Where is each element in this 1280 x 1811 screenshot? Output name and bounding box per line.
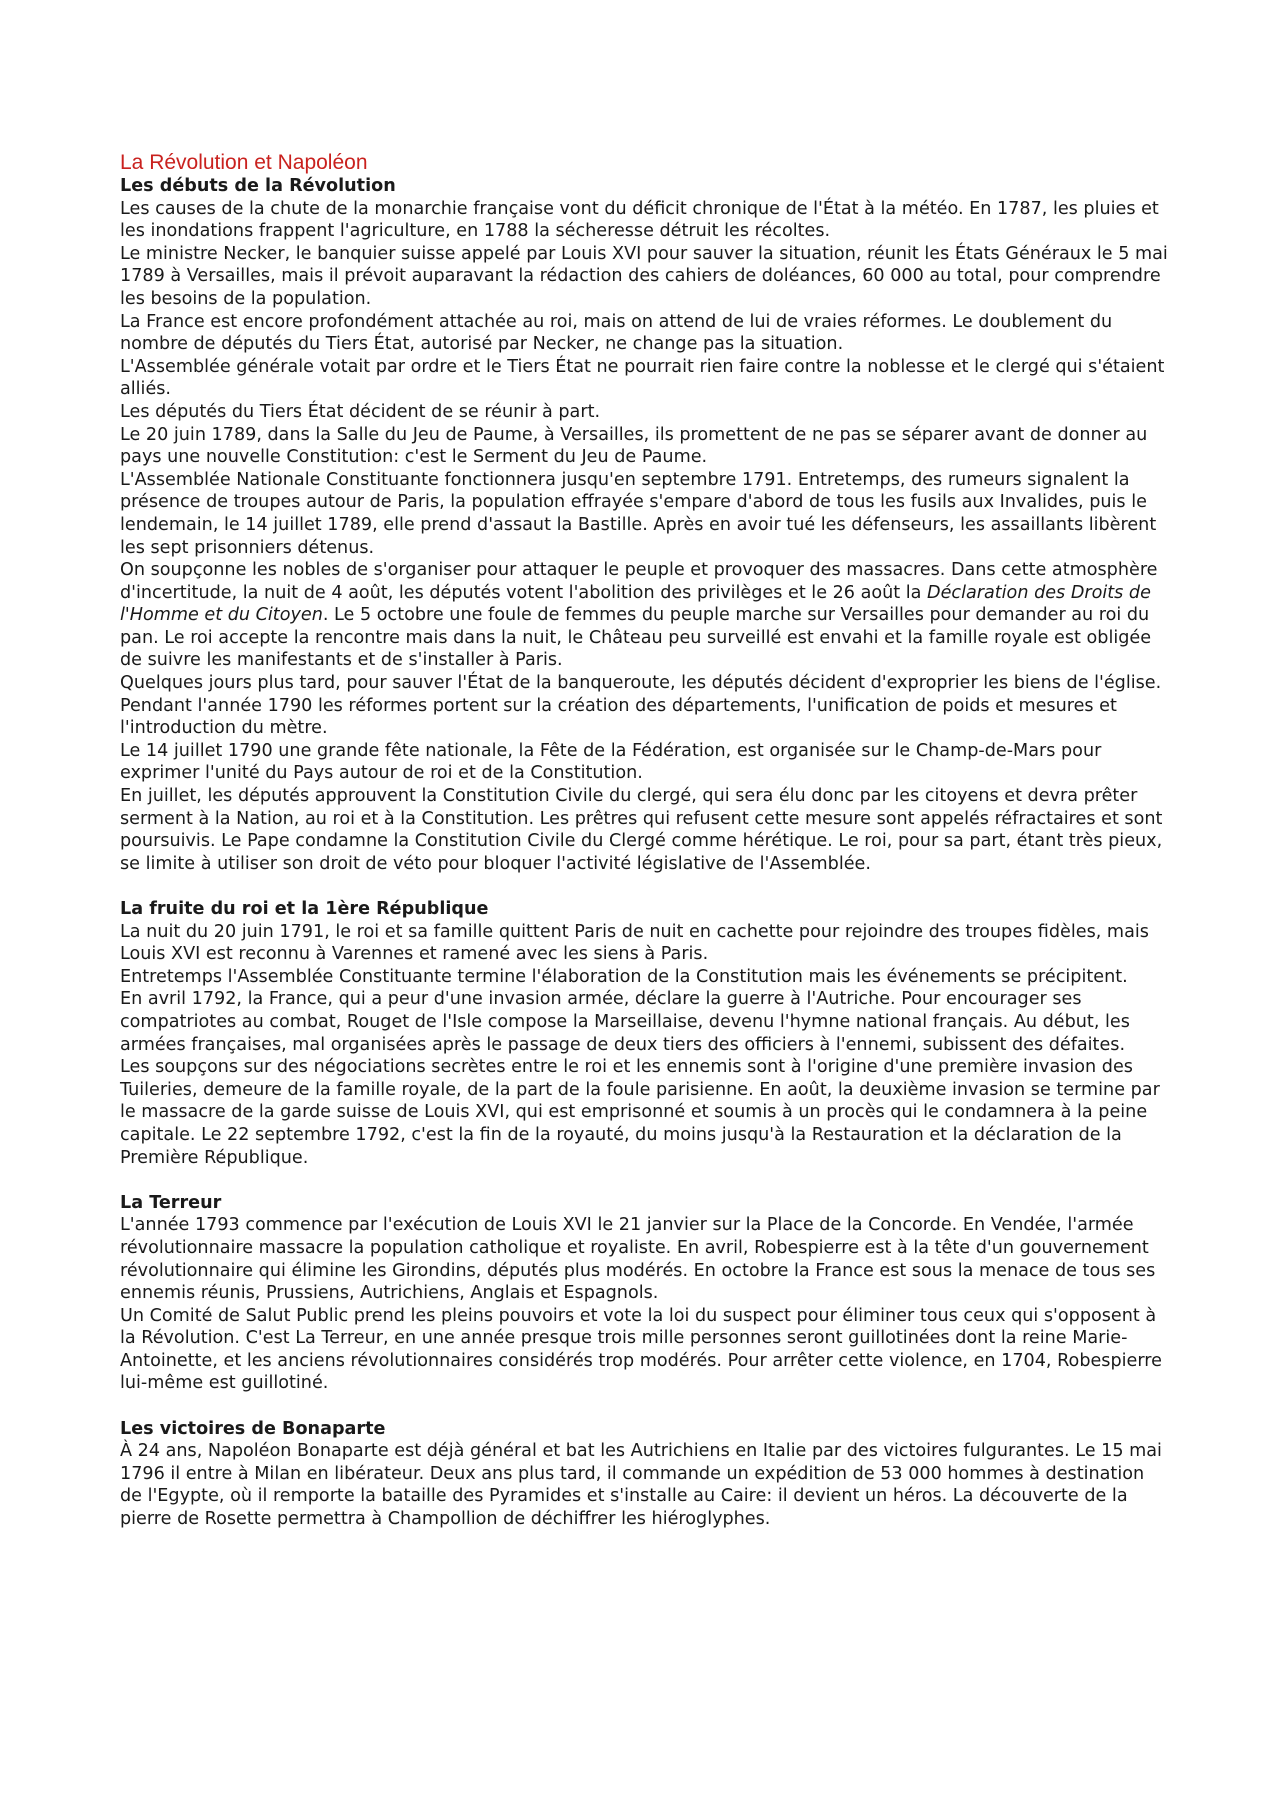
paragraph: La nuit du 20 juin 1791, le roi et sa famille quittent Paris de nuit en cachette pour rejoindre des troupes fidèles, mais Louis XVI est reconnu à Varennes et ramené avec les siens à Paris.: [120, 921, 1149, 965]
paragraph: Le 14 juillet 1790 une grande fête nationale, la Fête de la Fédération, est organisée sur le Champ-de-Mars pour exprimer l'unité du Pays autour de roi et de la Constitution.: [120, 740, 1102, 784]
paragraph: Les députés du Tiers État décident de se réunir à part.: [120, 401, 601, 422]
paragraph: La France est encore profondément attachée au roi, mais on attend de lui de vraies réformes. Le doublement du nombre de députés du Tiers État, autorisé par Necker, ne change pas la situation.: [120, 311, 1113, 355]
section-debuts: [120, 175, 1170, 875]
paragraph: Les causes de la chute de la monarchie française vont du déficit chronique de l'État à la météo. En 1787, les pluies et les inondations frappent l'agriculture, en 1788 la sécheresse détruit les récoltes.: [120, 198, 1159, 242]
section-spacer: [120, 1395, 1170, 1418]
paragraph: Entretemps l'Assemblée Constituante termine l'élaboration de la Constitution mais les événements se précipitent.: [120, 966, 1128, 987]
text-run: . Le 5 octobre une foule de femmes du peuple marche sur Versailles pour demander au roi du pan. Le roi accepte la rencontre mais dans la nuit, le Château peu surveillé est envahi et la famille royale est obligée de suivre les manifestants et de s'installer à Paris.: [120, 605, 1152, 671]
paragraph: En juillet, les députés approuvent la Constitution Civile du clergé, qui sera élu donc par les citoyens et devra prêter serment à la Nation, au roi et à la Constitution. Les prêtres qui refusent cette mesure sont appelés réfractaires et sont poursuivis. Le Pape condamne la Constitution Civile du Clergé comme hérétique. Le roi, pour sa part, étant très pieux, se limite à utiliser son droit de véto pour bloquer l'activité législative de l'Assemblée.: [120, 786, 1163, 874]
section-heading: La Terreur: [120, 1192, 222, 1213]
text-run: On soupçonne les nobles de s'organiser pour attaquer le peuple et provoquer des massacres. Dans cette atmosphère d'incertitude, la nuit de 4 août, les députés votent l'abolition des privilèges et le 26 août la: [120, 560, 1158, 603]
paragraph: Les soupçons sur des négociations secrètes entre le roi et les ennemis sont à l'origine d'une première invasion des Tuileries, demeure de la famille royale, de la part de la foule parisienne. En août, la deuxième invasion se termine par le massacre de la garde suisse de Louis XVI, qui est emprisonné et soumis à un procès qui le condamnera à la peine capitale. Le 22 septembre 1792, c'est la fin de la royauté, du moins jusqu'à la Restauration et la déclaration de la Première République.: [120, 1057, 1160, 1168]
paragraph: L'année 1793 commence par l'exécution de Louis XVI le 21 janvier sur la Place de la Concorde. En Vendée, l'armée révolutionnaire massacre la population catholique et royaliste. En avril, Robespierre est à la tête d'un gouvernement révolutionnaire qui élimine les Girondins, députés plus modérés. En octobre la France est sous la menace de tous ses ennemis réunis, Prussiens, Autrichiens, Anglais et Espagnols.: [120, 1215, 1156, 1304]
section-heading: La fruite du roi et la 1ère République: [120, 899, 489, 919]
section-terreur: [120, 1192, 1170, 1395]
section-fuite-du-roi: [120, 898, 1170, 1169]
document-page: [120, 150, 1170, 1531]
paragraph: En avril 1792, la France, qui a peur d'une invasion armée, déclare la guerre à l'Autriche. Pour encourager ses compatriotes au combat, Rouget de l'Isle compose la Marseillaise, devenu l'hymne national français. Au début, les armées françaises, mal organisées après le passage de deux tiers des officiers à l'ennemi, subissent des défaites.: [120, 989, 1130, 1055]
section-spacer: [120, 1169, 1170, 1192]
italic-title: Déclaration des Droits de l'Homme et du Citoyen: [120, 582, 1151, 626]
paragraph: Le 20 juin 1789, dans la Salle du Jeu de Paume, à Versailles, ils promettent de ne pas se séparer avant de donner au pays une nouvelle Constitution: c'est le Serment du Jeu de Paume.: [120, 424, 1148, 468]
paragraph: À 24 ans, Napoléon Bonaparte est déjà général et bat les Autrichiens en Italie par des victoires fulgurantes. Le 15 mai 1796 il entre à Milan en libérateur. Deux ans plus tard, il commande un expédition de 53 000 hommes à destination de l'Egypte, où il remporte la bataille des Pyramides et s'installe au Caire: il devient un héros. La découverte de la pierre de Rosette permettra à Champollion de déchiffrer les hiéroglyphes.: [120, 1441, 1162, 1530]
section-heading: Les victoires de Bonaparte: [120, 1418, 386, 1439]
paragraph-declaration: [120, 559, 1170, 672]
paragraph: Le ministre Necker, le banquier suisse appelé par Louis XVI pour sauver la situation, réunit les États Généraux le 5 mai 1789 à Versailles, mais il prévoit auparavant la rédaction des cahiers de doléances, 60 000 au total, pour comprendre les besoins de la population.: [120, 243, 1168, 309]
paragraph: Un Comité de Salut Public prend les pleins pouvoirs et vote la loi du suspect pour éliminer tous ceux qui s'opposent à la Révolution. C'est La Terreur, en une année presque trois mille personnes seront guillotinées dont la reine Marie-Antoinette, et les anciens révolutionnaires considérés trop modérés. Pour arrêter cette violence, en 1704, Robespierre lui-même est guillotiné.: [120, 1305, 1162, 1394]
section-spacer: [120, 875, 1170, 898]
document-title: La Révolution et Napoléon: [120, 151, 368, 174]
paragraph: L'Assemblée générale votait par ordre et le Tiers État ne pourrait rien faire contre la noblesse et le clergé qui s'étaient alliés.: [120, 356, 1165, 400]
paragraph: L'Assemblée Nationale Constituante fonctionnera jusqu'en septembre 1791. Entretemps, des rumeurs signalent la présence de troupes autour de Paris, la population effrayée s'empare d'abord de tous les fusils aux Invalides, puis le lendemain, le 14 juillet 1789, elle prend d'assaut la Bastille. Après en avoir tué les défenseurs, les assaillants libèrent les sept prisonniers détenus.: [120, 469, 1157, 558]
section-victoires-bonaparte: [120, 1418, 1170, 1531]
section-heading: Les débuts de la Révolution: [120, 176, 396, 196]
paragraph: Quelques jours plus tard, pour sauver l'État de la banqueroute, les députés décident d'exproprier les biens de l'église. Pendant l'année 1790 les réformes portent sur la création des départements, l'unification de poids et mesures et l'introduction du mètre.: [120, 673, 1162, 739]
